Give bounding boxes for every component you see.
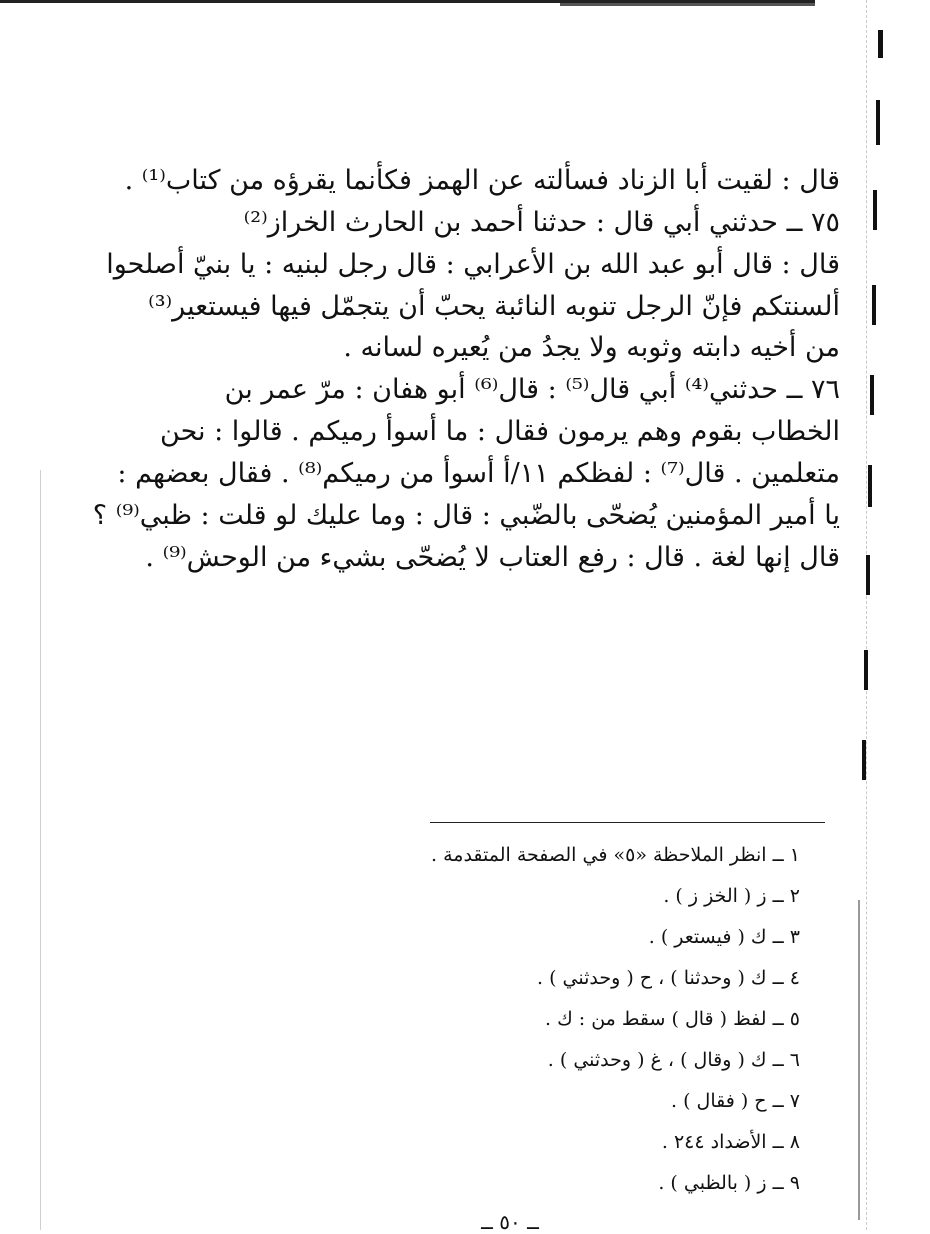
- text-line: يا أمير المؤمنين يُضحّى بالضّبي : قال : وما عليك لو قلت : ظبي⁽⁹⁾ ؟: [92, 499, 840, 531]
- footnote-divider: [430, 822, 825, 823]
- scan-mark: [870, 375, 874, 415]
- footnote: ٤ ــ ك ( وحدثنا ) ، ح ( وحدثني ) .: [537, 967, 800, 989]
- footnote: ٩ ــ ز ( بالظبي ) .: [658, 1172, 800, 1194]
- footnote: ١ ــ انظر الملاحظة «٥» في الصفحة المتقدمة .: [431, 844, 800, 866]
- text-line: من أخيه دابته وثوبه ولا يجدُ من يُعيره لسانه .: [343, 332, 840, 364]
- footnote: ٦ ــ ك ( وقال ) ، غ ( وحدثني ) .: [547, 1049, 800, 1071]
- footnote: ٢ ــ ز ( الخز ز ) .: [663, 885, 800, 907]
- paragraph-1: [124, 160, 840, 202]
- text-line: قال : قال أبو عبد الله بن الأعرابي : قال رجل لبنيه : يا بنيّ أصلحوا: [106, 248, 840, 280]
- footnotes: [380, 835, 800, 1204]
- footnote: ٥ ــ لفظ ( قال ) سقط من : ك .: [545, 1008, 800, 1030]
- text-line: قال : لقيت أبا الزناد فسألته عن الهمز فكأنما يقرؤه من كتاب⁽¹⁾ .: [124, 165, 840, 196]
- text-line: ألسنتكم فإنّ الرجل تنوبه النائبة يحبّ أن يتجمّل فيها فيستعير⁽³⁾: [148, 290, 840, 322]
- scan-mark: [868, 465, 872, 507]
- text-line: ٧٦ ــ حدثني⁽⁴⁾ أبي قال⁽⁵⁾ : قال⁽⁶⁾ أبو هفان : مرّ عمر بن: [224, 374, 840, 406]
- page-number: ــ ٥٠ ــ: [481, 1210, 539, 1234]
- scan-mark: [876, 100, 880, 145]
- footnote: ٨ ــ الأضداد ٢٤٤ .: [661, 1131, 800, 1153]
- paragraph-75: [106, 202, 840, 369]
- paragraph-76: [92, 369, 840, 578]
- text-line: ٧٥ ــ حدثني أبي قال : حدثنا أحمد بن الحارث الخراز⁽²⁾: [243, 206, 840, 238]
- scan-mark: [866, 555, 870, 595]
- scan-mark: [858, 900, 860, 1220]
- footnote: ٣ ــ ك ( فيستعر ) .: [648, 926, 800, 948]
- scan-edge-right: [866, 0, 868, 1230]
- scan-edge-left: [40, 470, 41, 1230]
- text-line: متعلمين . قال⁽⁷⁾ : لفظكم ١١/أ أسوأ من رميكم⁽⁸⁾ . فقال بعضهم :: [117, 457, 840, 489]
- text-line: قال إنها لغة . قال : رفع العتاب لا يُضحّى بشيء من الوحش⁽⁹⁾ .: [145, 541, 840, 573]
- scan-mark: [872, 285, 876, 325]
- text-line: الخطاب بقوم وهم يرمون فقال : ما أسوأ رميكم . قالوا : نحن: [160, 416, 840, 448]
- scan-mark: [878, 30, 883, 58]
- footnote: ٧ ــ ح ( فقال ) .: [670, 1090, 800, 1112]
- scan-border-top-shadow: [560, 3, 815, 6]
- scan-mark: [862, 740, 866, 780]
- main-text: [92, 160, 840, 578]
- scan-mark: [864, 650, 868, 690]
- scan-mark: [873, 190, 877, 230]
